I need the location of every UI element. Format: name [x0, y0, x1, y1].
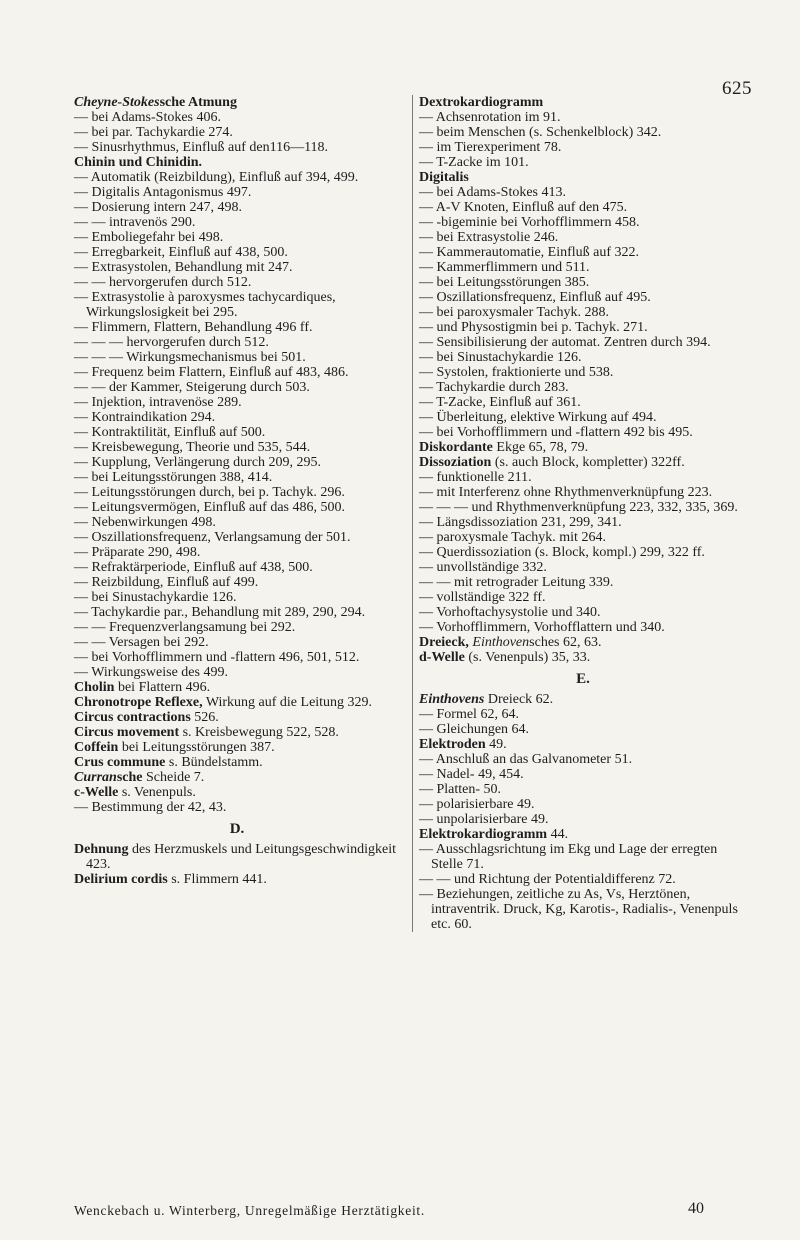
index-entry: — Kammerautomatie, Einfluß auf 322. [419, 245, 640, 260]
index-entry: — Ausschlagsrichtung im Ekg und Lage der erregten Stelle 71. [419, 842, 718, 872]
index-entry: — T-Zacke im 101. [419, 155, 529, 170]
index-entry: — Digitalis Antagonismus 497. [74, 185, 252, 200]
index-entry: — Reizbildung, Einfluß auf 499. [74, 575, 259, 590]
index-entry: Cholin bei Flattern 496. [74, 680, 211, 695]
index-entry: — bei Leitungsstörungen 388, 414. [74, 470, 273, 485]
index-entry: — unvollständige 332. [419, 560, 547, 575]
index-entry: — — mit retrograder Leitung 339. [419, 575, 614, 590]
index-entry: — bei Vorhofflimmern und -flattern 492 bis 495. [419, 425, 693, 440]
index-entry: — Sinusrhythmus, Einfluß auf den116—118. [74, 140, 329, 155]
index-entry: Elektrokardiogramm 44. [419, 827, 569, 842]
index-entry: — Extrasystolie à paroxysmes tachycardiques, Wirkungslosigkeit bei 295. [74, 290, 336, 320]
index-entry: — — der Kammer, Steigerung durch 503. [74, 380, 310, 395]
index-entry: — Achsenrotation im 91. [419, 110, 561, 125]
index-entry: — Wirkungsweise des 499. [74, 665, 228, 680]
index-entry: — bei Adams-Stokes 413. [419, 185, 566, 200]
index-entry: — bei paroxysmaler Tachyk. 288. [419, 305, 610, 320]
index-entry: Cheyne-Stokessche Atmung [74, 95, 237, 110]
index-entry: Dreieck, Einthovensches 62, 63. [419, 635, 602, 650]
section-letter-d: D. [229, 821, 245, 837]
index-entry: — — intravenös 290. [74, 215, 196, 230]
index-entry: Dextrokardiogramm [419, 95, 544, 110]
index-entry: — Oszillationsfrequenz, Einfluß auf 495. [419, 290, 651, 305]
index-entry: — funktionelle 211. [419, 470, 532, 485]
index-entry: — Kammerflimmern und 511. [419, 260, 590, 275]
index-entry: Circus movement s. Kreisbewegung 522, 528. [74, 725, 339, 740]
index-entry: — unpolarisierbare 49. [419, 812, 549, 827]
index-entry: — — — Wirkungsmechanismus bei 501. [74, 350, 306, 365]
index-entry: — Nadel- 49, 454. [419, 767, 524, 782]
index-entry: — Leitungsstörungen durch, bei p. Tachyk. 296. [74, 485, 345, 500]
index-entry: — Nebenwirkungen 498. [74, 515, 216, 530]
index-entry: — bei Sinustachykardie 126. [419, 350, 582, 365]
index-entry: — Kreisbewegung, Theorie und 535, 544. [74, 440, 311, 455]
index-entry: — — Frequenzverlangsamung bei 292. [74, 620, 296, 635]
index-entry: — Kontraindikation 294. [74, 410, 216, 425]
index-entry: — Frequenz beim Flattern, Einfluß auf 483, 486. [74, 365, 349, 380]
page-number: 625 [722, 78, 752, 99]
index-entry: — Vorhoftachysystolie und 340. [419, 605, 601, 620]
index-entry: — Vorhofflimmern, Vorhofflattern und 340. [419, 620, 665, 635]
index-entry: Coffein bei Leitungsstörungen 387. [74, 740, 275, 755]
index-entry: Dehnung des Herzmuskels und Leitungsgeschwindigkeit 423. [74, 842, 396, 872]
footer-text: Wenckebach u. Winterberg, Unregelmäßige Herztätigkeit. [74, 1203, 425, 1218]
index-entry: — polarisierbare 49. [419, 797, 535, 812]
index-entry: — Systolen, fraktionierte und 538. [419, 365, 614, 380]
index-entry: — beim Menschen (s. Schenkelblock) 342. [419, 125, 662, 140]
index-column-left [74, 95, 400, 887]
index-entry: — Kupplung, Verlängerung durch 209, 295. [74, 455, 322, 470]
index-entry: — bei Adams-Stokes 406. [74, 110, 221, 125]
index-entry: — und Physostigmin bei p. Tachyk. 271. [419, 320, 648, 335]
index-entry: — Kontraktilität, Einfluß auf 500. [74, 425, 266, 440]
index-entry: Chinin und Chinidin. [74, 155, 203, 170]
index-entry: — bei Extrasystolie 246. [419, 230, 559, 245]
index-entry: Dissoziation (s. auch Block, kompletter) 322ff. [419, 455, 685, 470]
index-entry: — — — und Rhythmenverknüpfung 223, 332, 335, 369. [419, 500, 738, 515]
index-entry: d-Welle (s. Venenpuls) 35, 33. [419, 650, 591, 665]
index-entry: — Querdissoziation (s. Block, kompl.) 299, 322 ff. [419, 545, 705, 560]
index-entry: — Refraktärperiode, Einfluß auf 438, 500. [74, 560, 313, 575]
index-entry: Delirium cordis s. Flimmern 441. [74, 872, 267, 887]
index-entry: — Dosierung intern 247, 498. [74, 200, 242, 215]
index-entry: Digitalis [419, 170, 469, 185]
index-entry: — Automatik (Reizbildung), Einfluß auf 394, 499. [74, 170, 359, 185]
index-entry: — Extrasystolen, Behandlung mit 247. [74, 260, 293, 275]
index-column-right [412, 95, 747, 932]
index-entry: — A-V Knoten, Einfluß auf den 475. [419, 200, 628, 215]
index-entry: c-Welle s. Venenpuls. [74, 785, 196, 800]
section-letter-e: E. [576, 671, 590, 687]
index-entry: — im Tierexperiment 78. [419, 140, 562, 155]
index-entry: — -bigeminie bei Vorhofflimmern 458. [419, 215, 640, 230]
index-entry: — Anschluß an das Galvanometer 51. [419, 752, 633, 767]
footer-signature-number: 40 [688, 1200, 704, 1217]
index-entry: — — und Richtung der Potentialdifferenz 72. [419, 872, 676, 887]
index-entry: Einthovens Dreieck 62. [419, 692, 554, 707]
index-entry: — bei Sinustachykardie 126. [74, 590, 237, 605]
index-entry: — Formel 62, 64. [419, 707, 519, 722]
index-entry: — Oszillationsfrequenz, Verlangsamung der 501. [74, 530, 351, 545]
index-entry: — bei Vorhofflimmern und -flattern 496, 501, 512. [74, 650, 360, 665]
index-entry: Elektroden 49. [419, 737, 507, 752]
index-entry: — Überleitung, elektive Wirkung auf 494. [419, 410, 657, 425]
index-entry: Chronotrope Reflexe, Wirkung auf die Leitung 329. [74, 695, 373, 710]
index-entry: — Tachykardie par., Behandlung mit 289, 290, 294. [74, 605, 366, 620]
index-entry: — Längsdissoziation 231, 299, 341. [419, 515, 622, 530]
index-entry: — Platten- 50. [419, 782, 502, 797]
index-entry: — Gleichungen 64. [419, 722, 530, 737]
index-entry: — vollständige 322 ff. [419, 590, 546, 605]
index-entry: — Erregbarkeit, Einfluß auf 438, 500. [74, 245, 288, 260]
index-entry: — paroxysmale Tachyk. mit 264. [419, 530, 606, 545]
index-entry: — bei Leitungsstörungen 385. [419, 275, 590, 290]
index-entry: — Leitungsvermögen, Einfluß auf das 486, 500. [74, 500, 346, 515]
index-entry: — — — hervorgerufen durch 512. [74, 335, 269, 350]
index-entry: — Präparate 290, 498. [74, 545, 201, 560]
index-entry: — Bestimmung der 42, 43. [74, 800, 227, 815]
index-entry: — Sensibilisierung der automat. Zentren durch 394. [419, 335, 711, 350]
index-entry: — mit Interferenz ohne Rhythmenverknüpfung 223. [419, 485, 713, 500]
index-entry: — T-Zacke, Einfluß auf 361. [419, 395, 581, 410]
index-entry: — Flimmern, Flattern, Behandlung 496 ff. [74, 320, 313, 335]
index-entry: Circus contractions 526. [74, 710, 219, 725]
index-entry: — — Versagen bei 292. [74, 635, 209, 650]
index-entry: Crus commune s. Bündelstamm. [74, 755, 263, 770]
index-entry: — bei par. Tachykardie 274. [74, 125, 233, 140]
index-entry: — Injektion, intravenöse 289. [74, 395, 242, 410]
index-entry: — — hervorgerufen durch 512. [74, 275, 252, 290]
index-entry: — Beziehungen, zeitliche zu As, Vs, Herztönen, intraventrik. Druck, Kg, Karotis-, Radialis-, Venenpuls etc. 60. [419, 887, 738, 932]
index-entry: Curransche Scheide 7. [74, 770, 205, 785]
index-entry: — Emboliegefahr bei 498. [74, 230, 224, 245]
index-entry: — Tachykardie durch 283. [419, 380, 569, 395]
index-entry: Diskordante Ekge 65, 78, 79. [419, 440, 589, 455]
